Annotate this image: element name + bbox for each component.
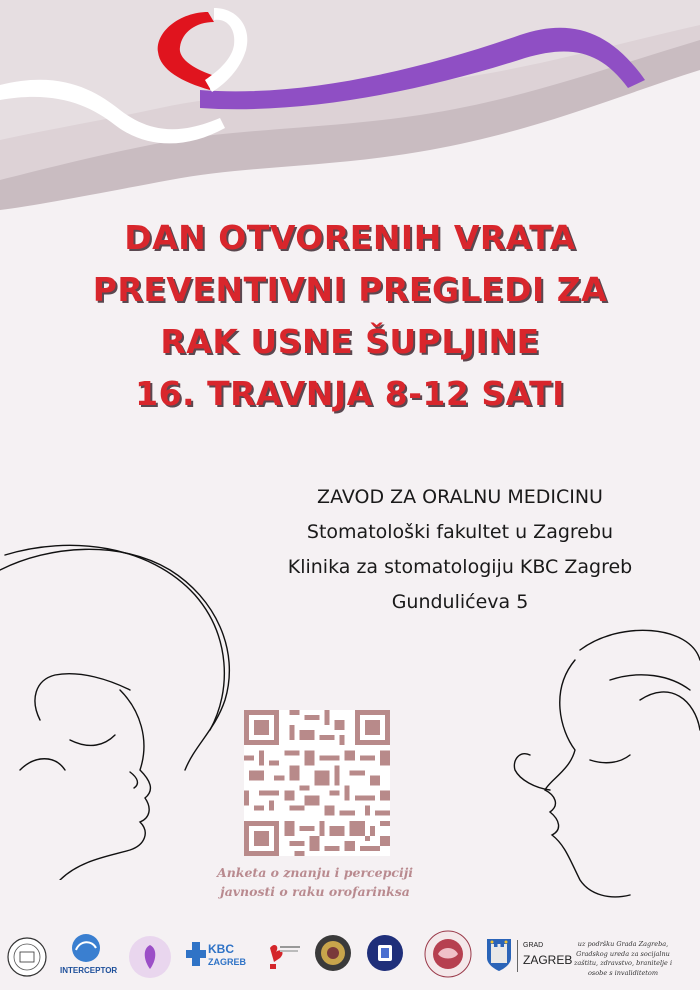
- support-line-1: uz podršku Grada Zagreba,: [577, 940, 669, 948]
- grad-divider: [517, 940, 518, 972]
- grad-small-label: GRAD: [523, 942, 544, 949]
- title-line-4: 16. TRAVNJA 8-12 SATI: [135, 374, 565, 413]
- qr-caption-line-2: javnosti o raku orofarinksa: [220, 884, 410, 899]
- title-line-1: DAN OTVORENIH VRATA: [124, 218, 576, 257]
- interceptor-logo: [70, 932, 102, 964]
- department-name: ZAVOD ZA ORALNU MEDICINU: [317, 486, 603, 508]
- survey-qr-code[interactable]: [244, 710, 390, 856]
- interceptor-label: INTERCEPTOR: [60, 966, 118, 975]
- dental-school-logo: [366, 934, 404, 972]
- title-line-3: RAK USNE ŠUPLJINE: [160, 322, 540, 361]
- clinic-name: Klinika za stomatologiju KBC Zagreb: [287, 556, 633, 578]
- society-seal-logo: [314, 934, 352, 972]
- ministry-logo: [266, 940, 302, 970]
- kbc-city-label: ZAGREB: [208, 957, 246, 967]
- grad-zagreb-label: ZAGREB: [523, 953, 573, 967]
- street-address: Gundulićeva 5: [391, 591, 529, 613]
- address-block: [230, 480, 690, 620]
- support-line-4: osobe s invaliditetom: [588, 968, 658, 977]
- university-seal-logo: [6, 936, 48, 978]
- title-line-2: PREVENTIVNI PREGLEDI ZA: [92, 270, 608, 309]
- qr-caption: [200, 863, 430, 901]
- kbc-label: KBC: [208, 942, 234, 956]
- event-title: [0, 212, 700, 420]
- left-face-lineart: [0, 540, 240, 880]
- faculty-name: Stomatološki fakultet u Zagrebu: [306, 521, 614, 543]
- support-line-2: Gradskog ureda za socijalnu: [576, 949, 670, 958]
- support-note: [568, 940, 678, 978]
- qr-caption-line-1: Anketa o znanju i percepciji: [217, 865, 413, 880]
- right-face-lineart: [490, 620, 700, 900]
- support-line-3: zaštitu, zdravstvo, branitelje i: [573, 959, 673, 967]
- zagreb-coat-of-arms: [486, 938, 512, 972]
- oral-medicine-society-logo: [424, 930, 472, 978]
- ribbon-circle-logo: [128, 935, 172, 979]
- header-banner: [0, 0, 700, 210]
- kbc-cross-icon: [186, 942, 206, 966]
